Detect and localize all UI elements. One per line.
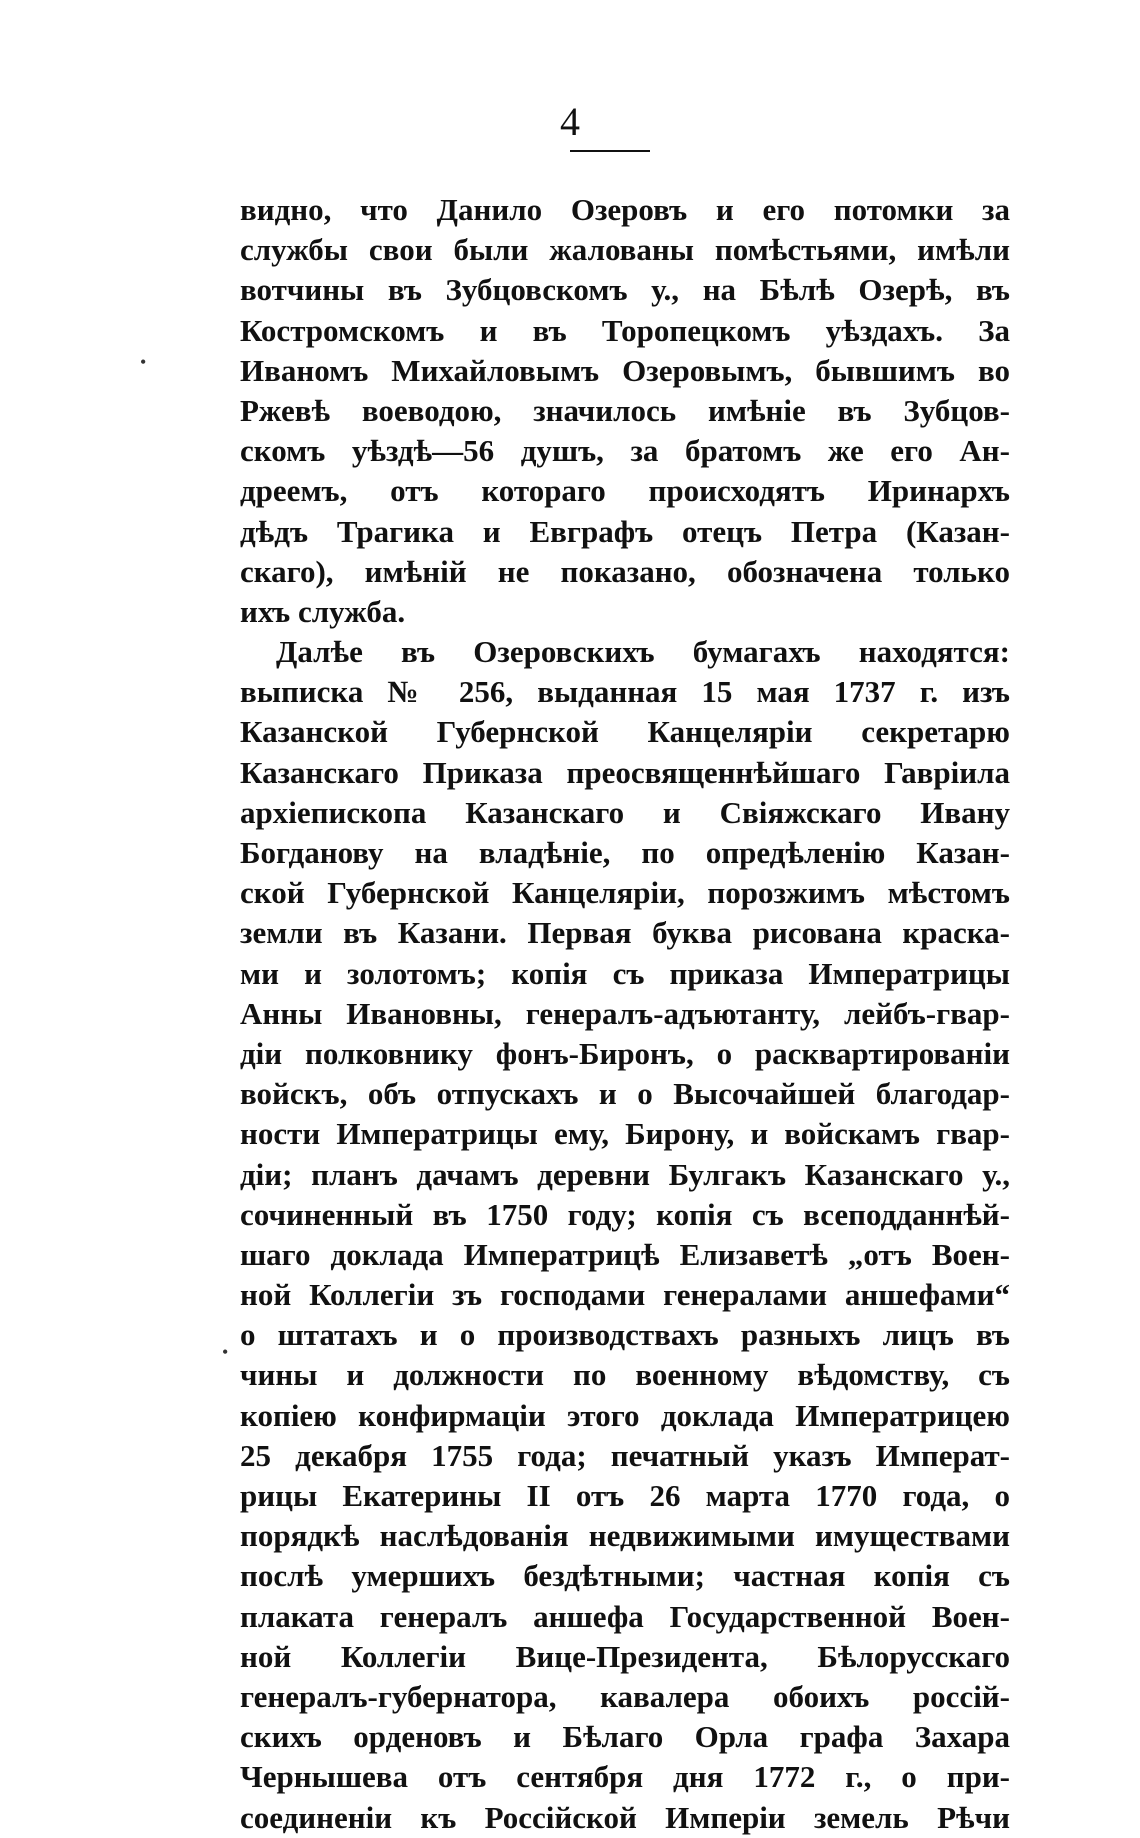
text-line: послѣ умершихъ бездѣтными; частная копія съ [240,1558,1010,1594]
body-text [240,190,1010,1838]
text-line: Иваномъ Михайловымъ Озеровымъ, бывшимъ во [240,352,1010,388]
text-line: видно, что Данило Озеровъ и его потомки за [240,192,1010,227]
text-line: плаката генералъ аншефа Государственной Воен- [240,1598,1010,1634]
text-line: генералъ-губернатора, кавалера обоихъ россій- [240,1678,1010,1714]
text-line: скихъ орденовъ и Бѣлаго Орла графа Захара [240,1719,1010,1755]
text-line: Казанской Губернской Канцеляріи секретарю [240,714,1010,750]
text-line: Чернышева отъ сентября дня 1772 г., о при- [240,1759,1010,1795]
text-line: архіепископа Казанскаго и Свіяжскаго Ивану [240,794,1010,830]
text-line: ной Коллегіи Вице-Президента, Бѣлорусскаго [240,1638,1010,1674]
text-line: ихъ служба. [240,593,406,629]
text-line: порядкѣ наслѣдованія недвижимыми имуществами [240,1518,1010,1554]
text-line: ности Императрицы ему, Бирону, и войскамъ гвар- [240,1116,1010,1152]
text-line: діи полковнику фонъ-Биронъ, о расквартированіи [240,1035,1010,1071]
text-line: сочиненный въ 1750 году; копія съ всеподданнѣй- [240,1196,1010,1232]
text-line: скаго), имѣній не показано, обозначена только [240,553,1010,589]
text-line: земли въ Казани. Первая буква рисована краска- [240,915,1010,951]
text-line: службы свои были жалованы помѣстьями, имѣли [240,232,1010,268]
text-line: шаго доклада Императрицѣ Елизаветѣ „отъ Воен- [240,1236,1010,1272]
text-line: Анны Ивановны, генералъ-адъютанту, лейбъ-гвар- [240,995,1010,1031]
text-line: ной Коллегіи зъ господами генералами аншефами“ [240,1277,1010,1313]
text-line: Ржевѣ воеводою, значилось имѣніе въ Зубцов- [240,392,1010,428]
paragraph-start-line: Далѣе въ Озеровскихъ бумагахъ находятся: [276,634,1010,670]
text-line: ской Губернской Канцеляріи, порозжимъ мѣстомъ [240,875,1010,911]
text-line: ми и золотомъ; копія съ приказа Императрицы [240,955,1010,991]
text-line: скомъ уѣздѣ—56 душъ, за братомъ же его Ан- [240,433,1010,469]
text-line: копіею конфирмаціи этого доклада Императрицею [240,1397,1010,1433]
text-line: Богданову на владѣніе, по опредѣленію Казан- [240,835,1010,870]
text-line: дѣдъ Трагика и Евграфъ отецъ Петра (Казан- [240,513,1010,549]
text-line: войскъ, объ отпускахъ и о Высочайшей благодар- [240,1076,1010,1112]
text-line: дреемъ, отъ котораго происходятъ Иринархъ [240,473,1010,509]
margin-dot: • [222,1342,229,1362]
page-number-rule [570,150,650,152]
margin-dot: • [140,352,147,372]
page-number: 4 [560,99,580,144]
text-line: чины и должности по военному вѣдомству, съ [240,1357,1010,1393]
text-line: Казанскаго Приказа преосвященнѣйшаго Гавріила [240,754,1010,790]
text-line: о штатахъ и о производствахъ разныхъ лицъ въ [240,1317,1010,1353]
text-line: рицы Екатерины II отъ 26 марта 1770 года, о [240,1478,1010,1513]
text-line: вотчины въ Зубцовскомъ у., на Бѣлѣ Озерѣ, въ [240,272,1010,308]
text-line: выписка № 256, выданная 15 мая 1737 г. изъ [240,674,1010,710]
text-line: 25 декабря 1755 года; печатный указъ Императ- [240,1437,1010,1473]
text-line: соединеніи къ Россійской Имперіи земель Рѣчи [240,1799,1010,1835]
text-line: діи; планъ дачамъ деревни Булгакъ Казанскаго у., [240,1156,1010,1192]
text-line: Костромскомъ и въ Торопецкомъ уѣздахъ. За [240,312,1010,348]
